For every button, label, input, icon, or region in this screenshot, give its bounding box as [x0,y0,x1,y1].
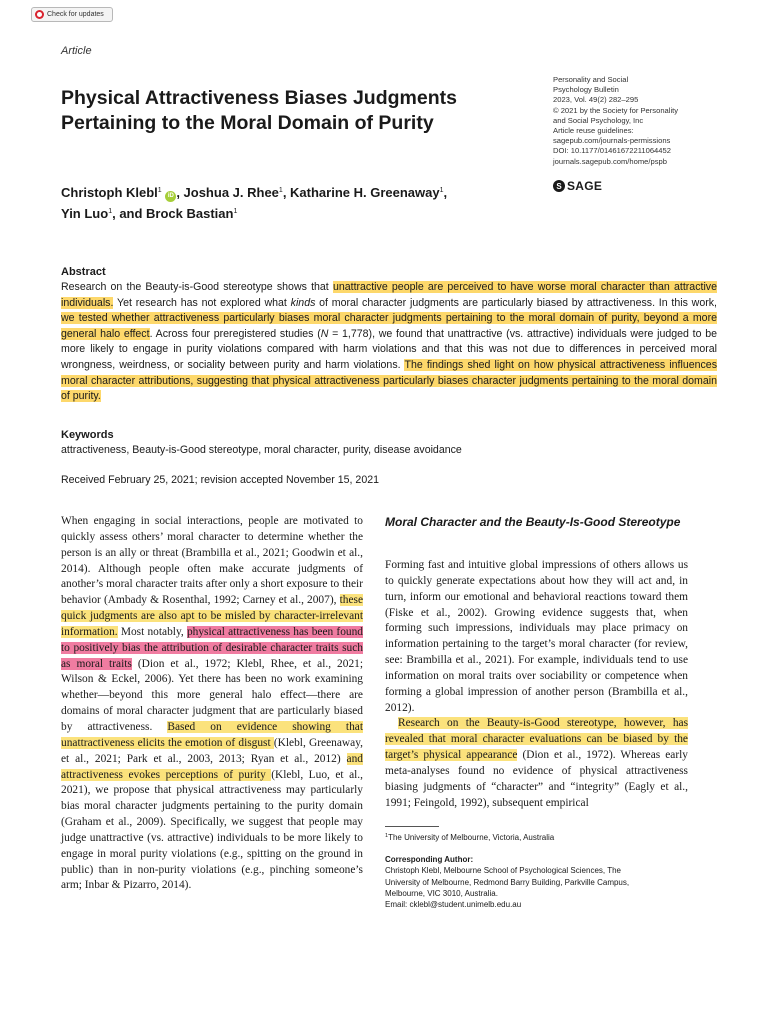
body-segment: When engaging in social interactions, people are motivated to quickly assess others’ moral character to determine whether the person is an ally or threat (Brambilla et al., 2021; Goodwin et al., 2014). Although people often make accurate judgments of another’s moral character traits after only a short exposure to their behavior (Ambady & Rosenthal, 1992; Carney et al., 2007), [61,515,363,607]
email-link[interactable]: Email: cklebl@student.unimelb.edu.au [385,900,522,910]
journal-line: Personality and Social [553,75,629,84]
update-icon [35,10,44,19]
sage-icon: S [553,180,565,192]
highlight: and attractiveness evokes perceptions of purity [61,752,363,781]
author-list [61,181,541,223]
affiliation-mark: 1 [157,187,162,194]
keywords-heading: Keywords [61,429,114,441]
highlight-pink: physical attractiveness has been found to positively bias the attribution of desirable character traits such as moral traits [61,625,363,670]
journal-homepage-link[interactable]: journals.sagepub.com/home/pspb [553,156,667,166]
highlight: Based on evidence showing that unattractiveness elicits the emotion of disgust [61,720,364,749]
check-for-updates-label: Check for updates [47,11,104,18]
journal-line: and Social Psychology, Inc [553,115,644,125]
body-segment: Most notably, [117,625,187,638]
abstract-segment: of moral character judgments are particularly biased by attractiveness. In this work, [315,296,717,309]
journal-line: Psychology Bulletin [553,85,619,95]
abstract-segment: Yet research has not explored what [113,296,291,309]
section-heading: Moral Character and the Beauty-Is-Good Stereotype [385,515,681,529]
affiliation-mark: 1 [108,208,113,215]
body-segment: (Dion et al., 1972). Whereas early meta-analyses found no evidence of physical attractiveness biasing judgments of “character” and “integrity” (Eagly et al., 1991; Feingold, 1992), subsequent empirical [385,749,688,809]
affiliation-mark: 1 [233,208,238,215]
journal-line: © 2021 by the Society for Personality [553,105,679,115]
affiliation-text: The University of Melbourne, Victoria, Australia [388,833,555,842]
highlight: Research on the Beauty-is-Good stereotype, however, has revealed that moral character evaluations can be biased by the target’s physical appearance [385,717,688,762]
keywords-text: attractiveness, Beauty-is-Good stereotype, moral character, purity, disease avoidance [61,444,462,456]
affiliation-footnote [385,833,554,842]
author-separator: , [443,185,448,200]
intro-paragraph [61,514,363,894]
abstract-segment: = 1,778), we found that unattractive (vs. attractive) individuals were judged to be more likely to engage in purity violations compared with harm violations and that this was not due to differences in perceived moral wrongness, weirdness, or sociality between purity and harm violations. [61,327,717,371]
body-segment: (Klebl, Luo, et al., 2021), we propose that physical attractiveness may particularly bias moral character judgments pertaining to the purity domain (Graham et al., 2009). Specifically, we suggest that people may judge unattractive (vs. attractive) individuals to be more likely to engage in moral purity violations (e.g., spitting on the ground in public) than in non-purity violations (e.g., pinching someone’s arm; Inbar & Pizarro, 2014). [61,768,363,892]
author-name: Christoph Klebl [61,185,158,200]
abstract-text [61,280,717,405]
corresponding-author [385,854,715,910]
journal-info [553,75,723,167]
author-name: Yin Luo [61,206,109,221]
abstract-emphasis: kinds [290,296,316,309]
highlight: The findings shed light on how physical attractiveness influences moral character attributions, suggesting that physical attractiveness particularly biases character judgments pertaining to the moral domain of purity. [61,358,717,403]
publisher-name: SAGE [567,179,603,193]
abstract-segment: Research on the Beauty-is-Good stereotype shows that [61,281,333,293]
body-segment: (Dion et al., 1972; Klebl, Rhee, et al., 2021; Wilson & Eckel, 2006). Yet there has been no work examining whether—beyond this more general halo effect—there are domains of moral character judgment that are particularly biased by attractiveness. [61,657,363,733]
highlight: these quick judgments are also apt to be misled by character-irrelevant information. [61,594,363,638]
body-paragraph [385,716,688,811]
abstract-heading: Abstract [61,266,106,278]
journal-line: Article reuse guidelines: [553,126,634,136]
section-body [385,558,688,812]
publisher-logo [553,179,602,193]
doi-link[interactable]: DOI: 10.1177/01461672211064452 [553,146,671,156]
paper-title: Physical Attractiveness Biases Judgments Pertaining to the Moral Domain of Purity [61,87,457,134]
author-name: , and Brock Bastian [112,206,234,221]
check-for-updates-badge[interactable] [31,7,113,22]
highlight: unattractive people are perceived to have worse moral character than attractive individuals. [61,281,717,309]
corresponding-author-label: Corresponding Author: [385,855,474,864]
journal-line: 2023, Vol. 49(2) 282–295 [553,95,639,105]
reuse-link[interactable]: sagepub.com/journals-permissions [553,136,671,146]
corresponding-author-line: Christoph Klebl, Melbourne School of Psychological Sciences, The [385,866,621,876]
body-segment: (Klebl, Greenaway, et al., 2021; Park et al., 2003, 2013; Ryan et al., 2012) [61,736,363,765]
body-paragraph: Forming fast and intuitive global impressions of others allows us to quickly generate expectations about how they will act and, in turn, inform our emotional and behavioral reactions toward them (Fiske et al., 2002). Growing evidence suggests that, when forming such impressions, individuals may place primacy on information pertaining to the target’s moral character (for review, see: Brambilla et al., 2021). For example, individuals tend to use information on moral traits over sociability or competence when forming a global impression of another person (Brambilla et al., 2012). [385,559,688,714]
abstract-emphasis: N [320,327,329,340]
article-type-label: Article [61,45,92,57]
corresponding-author-line: Melbourne, VIC 3010, Australia. [385,888,498,898]
orcid-icon[interactable]: iD [165,191,176,202]
footnote-divider [385,826,439,827]
abstract-segment: . Across four preregistered studies ( [149,327,321,340]
affiliation-mark: 1 [278,187,283,194]
corresponding-author-line: University of Melbourne, Redmond Barry Building, Parkville Campus, [385,877,630,887]
footnote-mark: 1 [385,833,389,839]
affiliation-mark: 1 [439,187,444,194]
highlight: we tested whether attractiveness particularly biases moral character judgments pertaining to the moral domain of purity, beyond a more general halo effect [61,312,717,340]
author-name: , Joshua J. Rhee [176,185,279,200]
received-dates: Received February 25, 2021; revision accepted November 15, 2021 [61,474,379,486]
author-name: , Katharine H. Greenaway [282,185,440,200]
